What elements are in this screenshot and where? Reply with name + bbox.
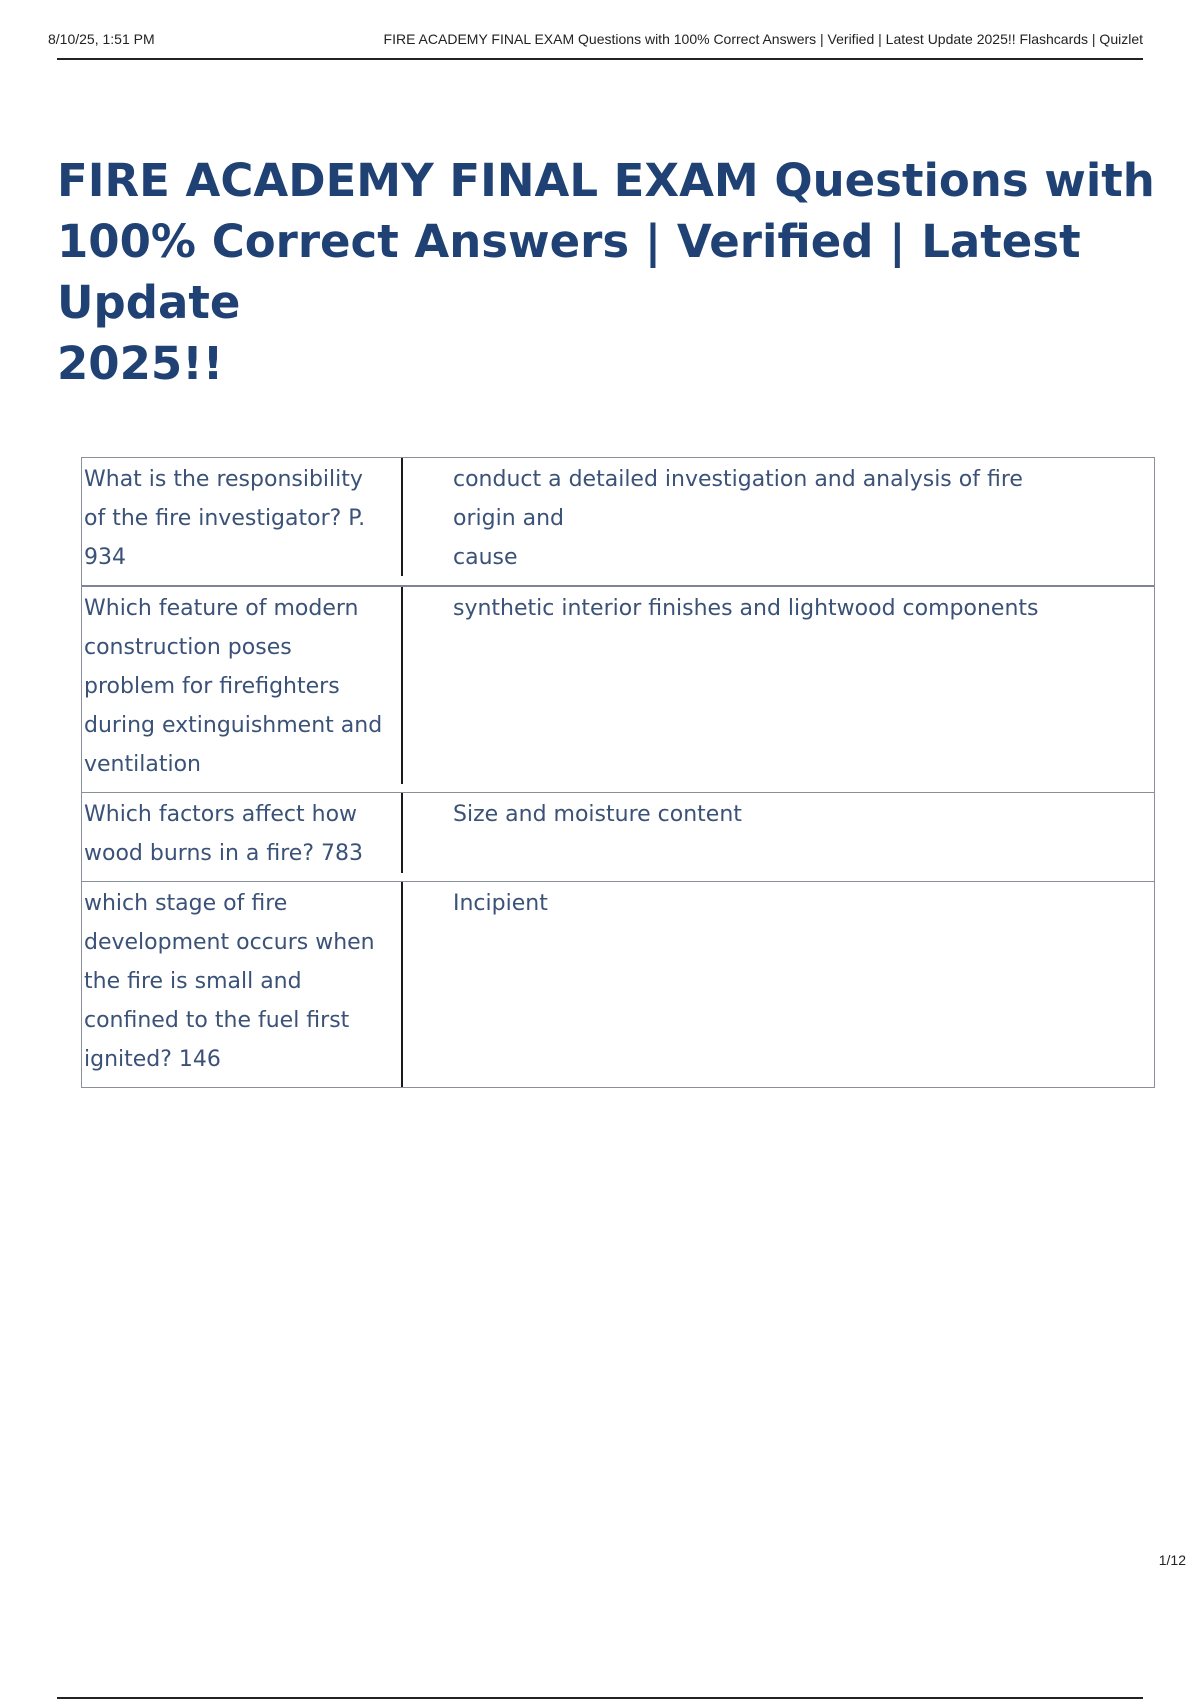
term-line: of the fire investigator? P. [84,506,366,531]
flashcard-term [82,882,403,1087]
term-line: confined to the fuel first [84,1008,350,1033]
print-page-title: FIRE ACADEMY FINAL EXAM Questions with 100% Correct Answers | Verified | Latest Update 2025!! Flashcards | Quizlet [383,31,1143,47]
term-line: Which feature of modern [84,596,359,621]
term-line: 934 [84,545,126,570]
term-line: which stage of fire [84,891,288,916]
term-line: during extinguishment and [84,713,383,738]
flashcard-term [82,793,403,881]
definition-line: origin and [453,506,565,531]
flashcard-definition [403,882,1154,1087]
term-line: wood burns in a fire? 783 [84,841,363,866]
flashcard-definition [403,458,1154,585]
column-divider [401,458,403,576]
term-line: Which factors affect how [84,802,358,827]
flashcard-row [82,587,1154,793]
page-number: 1/12 [1158,1552,1186,1568]
definition-line: synthetic interior finishes and lightwood components [453,596,1039,621]
term-line: development occurs when [84,930,375,955]
flashcard-row [82,458,1154,587]
column-divider [401,793,403,873]
print-timestamp: 8/10/25, 1:51 PM [48,31,155,47]
definition-line: Size and moisture content [453,802,742,827]
flashcard-term [82,587,403,792]
definition-line: cause [453,545,518,570]
flashcard-term [82,458,403,585]
term-line: the fire is small and [84,969,302,994]
term-line: construction poses [84,635,292,660]
definition-line: Incipient [453,891,548,916]
term-line: ignited? 146 [84,1047,221,1072]
flashcard-row [82,793,1154,882]
flashcard-table [81,457,1155,1088]
term-line: What is the responsibility [84,467,363,492]
page-title-line-2: 100% Correct Answers | Verified | Latest Update [57,215,1081,329]
flashcard-definition [403,587,1154,792]
term-line: ventilation [84,752,201,777]
flashcard-definition [403,793,1154,881]
definition-line: conduct a detailed investigation and analysis of fire [453,467,1023,492]
term-line: problem for firefighters [84,674,340,699]
flashcard-row [82,882,1154,1087]
footer-rule [57,1697,1143,1699]
page-title [57,150,1167,394]
column-divider [401,882,403,1087]
print-header [48,28,1143,60]
column-divider [401,587,403,784]
page-title-line-3: 2025!! [57,337,224,390]
page-title-line-1: FIRE ACADEMY FINAL EXAM Questions with [57,154,1155,207]
